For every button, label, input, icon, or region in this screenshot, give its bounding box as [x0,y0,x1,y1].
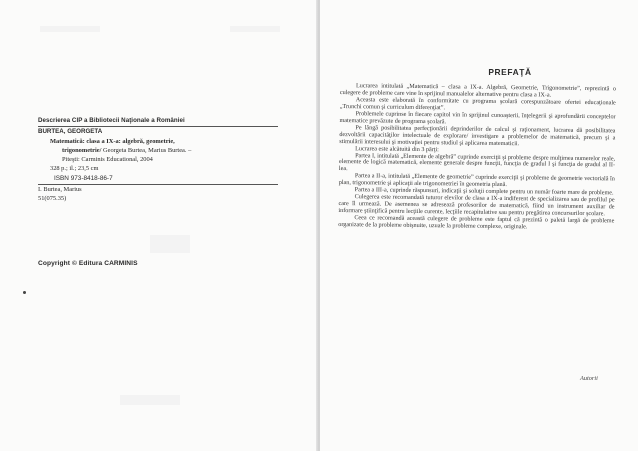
preface-paragraph: Partea a II-a, intitulată „Elemente de geometrie” cuprinde exerciţii şi probleme de geometrie vectorială în plan, trigonometrie şi aplicaţii ale trigonometriei în geometria plană. [338,173,615,189]
cip-book-title [38,137,278,146]
preface-paragraph: Partea a III-a, cuprinde răspunsuri, indicaţii şi soluţii complete pentru un număr foarte mare de probleme. [354,187,614,197]
bleed-through-mark [120,395,180,405]
preface-paragraph: Culegerea este recomandată tuturor elevilor de clasa a IX-a indiferent de specializarea sau de profilul pe care îl urmează. De asemenea se adresează profesorilor de matematică, fiind un instrument auxiliar de informare ştiinţifică pentru lecţiile curente, lecţiile recapitulative sau pentru pregătirea concursurilor şcolare. [338,194,615,218]
cip-pages: 328 p.; il.; 23,5 cm [50,165,99,173]
left-page [0,0,318,451]
preface-paragraph: Ceea ce recomandă această culegere de probleme este faptul că prezintă o paletă largă de probleme organizate de la probleme obişnuite, uzuale la probleme complexe, originale. [338,215,615,231]
preface-paragraph: Problemele cuprinse în fiecare capitol vin în sprijinul cunoaşterii, înţelegerii şi aprofundării conceptelor matematice prevăzute de programa şcolară. [339,111,616,126]
preface-paragraph: Aceasta este elaborată în conformitate cu programa şcolară corespunzătoare ofertei educaţionale „Trunchi comun şi curriculum diferenţiat”. [339,97,616,112]
cip-authors-line: Georgeta Burtea, Marius Burtea. – [103,146,192,154]
cip-title: Descrierea CIP a Bibliotecii Naţionale a României [38,117,185,124]
preface-title: PREFAŢĂ [488,67,532,77]
page-speck [23,291,26,294]
cip-classification: 51(075.35) [38,195,67,203]
preface-paragraph: Lucrarea este alcătuită din 3 părţi: [355,145,439,153]
cip-publisher: Piteşti: Carminis Educational, 2004 [62,156,153,164]
cip-block [38,116,278,204]
cip-book-title-cont [38,146,278,155]
preface-paragraph: Partea I, intitulată „Elemente de algebră” cuprinde exerciţii şi probleme despre mulţimea numerelor reale, elemente de logică matematică, elemente generale despre funcţii, funcţia de gradul I şi funcţia de gradul al II-lea. [338,152,616,173]
cip-author: BURTEA, GEORGETA [38,128,103,136]
cip-isbn [38,174,278,183]
cip-book-title-text: Matematică: clasa a IX-a: algebră, geometrie, [50,137,175,145]
bleed-through-mark [150,235,190,253]
preface-body [338,83,616,232]
cip-book-title-cont-text: trigonometrie/ [62,146,102,154]
cip-added-author: I. Burtea, Marius [38,186,82,194]
preface-paragraph: Pe lângă posibilitatea perfecţionării deprinderilor de calcul şi raţionament, lucrarea dă posibilitatea dezvoltării capacităţilor intelectuale de explorare/ investigare a problemelor de matematică, precum şi a stimulării interesului şi motivaţiei pentru studiul şi aplicarea matematicii. [339,124,616,147]
preface-paragraph: Lucrarea intitulată „Matematică – clasa a IX-a. Algebră, Geometrie, Trigonometrie”, reprezintă o culegere de probleme care vine în sprijinul manualelor alternative pentru clasa a IX-a. [339,83,616,99]
cip-isbn-text: ISBN 973-8418-86-7 [54,174,113,182]
copyright-notice: Copyright © Editura CARMINIS [38,260,138,267]
preface-signature: Autorii [580,375,598,382]
bleed-through-text [40,26,100,32]
bleed-through-text [230,26,280,32]
